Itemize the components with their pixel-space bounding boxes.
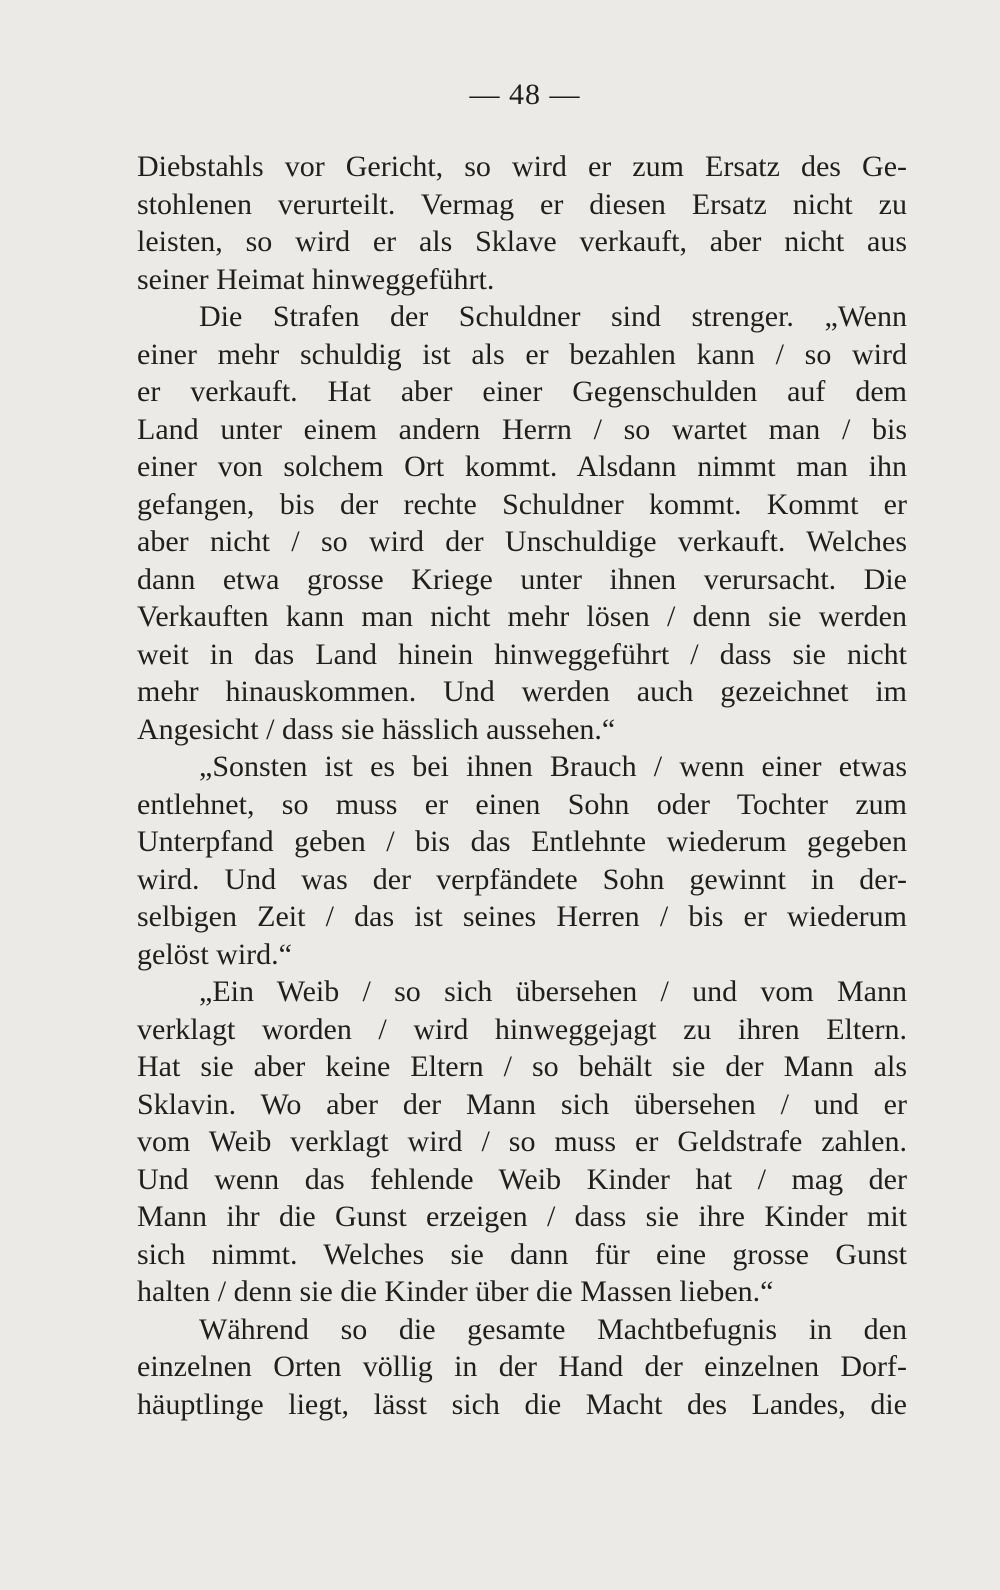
text-line: verklagt worden / wird hinweggejagt zu ihren Eltern. bbox=[137, 1012, 907, 1046]
text-line: „Sonsten ist es bei ihnen Brauch / wenn einer etwas bbox=[199, 750, 907, 783]
text-line: weit in das Land hinein hinweggeführt / dass sie nicht bbox=[137, 637, 907, 671]
text-line: dann etwa grosse Kriege unter ihnen verursacht. Die bbox=[137, 562, 907, 596]
text-line: sich nimmt. Welches sie dann für eine grosse Gunst bbox=[137, 1237, 907, 1271]
text-line: Unterpfand geben / bis das Entlehnte wiederum gegeben bbox=[137, 825, 907, 858]
text-line: einer mehr schuldig ist als er bezahlen kann / so wird bbox=[137, 337, 907, 371]
text-line: seiner Heimat hinweggeführt. bbox=[137, 262, 495, 296]
text-line: mehr hinauskommen. Und werden auch gezeichnet im bbox=[137, 675, 907, 708]
text-line: gelöst wird.“ bbox=[137, 937, 292, 971]
text-line: Hat sie aber keine Eltern / so behält sie der Mann als bbox=[137, 1050, 907, 1083]
text-line: Land unter einem andern Herrn / so wartet man / bis bbox=[137, 412, 907, 446]
text-line: Die Strafen der Schuldner sind strenger. „Wenn bbox=[199, 300, 907, 333]
text-line: halten / denn sie die Kinder über die Massen lieben.“ bbox=[137, 1275, 774, 1308]
text-line: „Ein Weib / so sich übersehen / und vom Mann bbox=[199, 975, 907, 1008]
text-line: gefangen, bis der rechte Schuldner kommt. Kommt er bbox=[137, 487, 907, 521]
text-line: häuptlinge liegt, lässt sich die Macht des Landes, die bbox=[137, 1387, 907, 1421]
text-line: Sklavin. Wo aber der Mann sich übersehen / und er bbox=[137, 1087, 907, 1121]
text-line: stohlenen verurteilt. Vermag er diesen Ersatz nicht zu bbox=[137, 187, 907, 221]
page-number: — 48 — bbox=[469, 78, 581, 111]
body-text bbox=[137, 148, 907, 1423]
text-line: Und wenn das fehlende Weib Kinder hat / mag der bbox=[137, 1162, 907, 1196]
text-line: Verkauften kann man nicht mehr lösen / denn sie werden bbox=[137, 600, 907, 633]
text-line: leisten, so wird er als Sklave verkauft, aber nicht aus bbox=[137, 225, 907, 258]
text-line: er verkauft. Hat aber einer Gegenschulden auf dem bbox=[137, 375, 907, 408]
text-line: vom Weib verklagt wird / so muss er Geldstrafe zahlen. bbox=[137, 1125, 907, 1158]
text-line: Während so die gesamte Machtbefugnis in den bbox=[199, 1312, 907, 1346]
text-line: Angesicht / dass sie hässlich aussehen.“ bbox=[137, 712, 616, 746]
text-line: aber nicht / so wird der Unschuldige verkauft. Welches bbox=[137, 525, 907, 558]
text-line: selbigen Zeit / das ist seines Herren / bis er wiederum bbox=[137, 900, 907, 933]
text-line: wird. Und was der verpfändete Sohn gewinnt in der- bbox=[137, 862, 907, 896]
text-line: einer von solchem Ort kommt. Alsdann nimmt man ihn bbox=[137, 450, 907, 483]
text-line: einzelnen Orten völlig in der Hand der einzelnen Dorf- bbox=[137, 1350, 907, 1383]
text-line: Mann ihr die Gunst erzeigen / dass sie ihre Kinder mit bbox=[137, 1200, 907, 1233]
text-line: Diebstahls vor Gericht, so wird er zum Ersatz des Ge- bbox=[137, 150, 907, 183]
text-line: entlehnet, so muss er einen Sohn oder Tochter zum bbox=[137, 787, 907, 821]
